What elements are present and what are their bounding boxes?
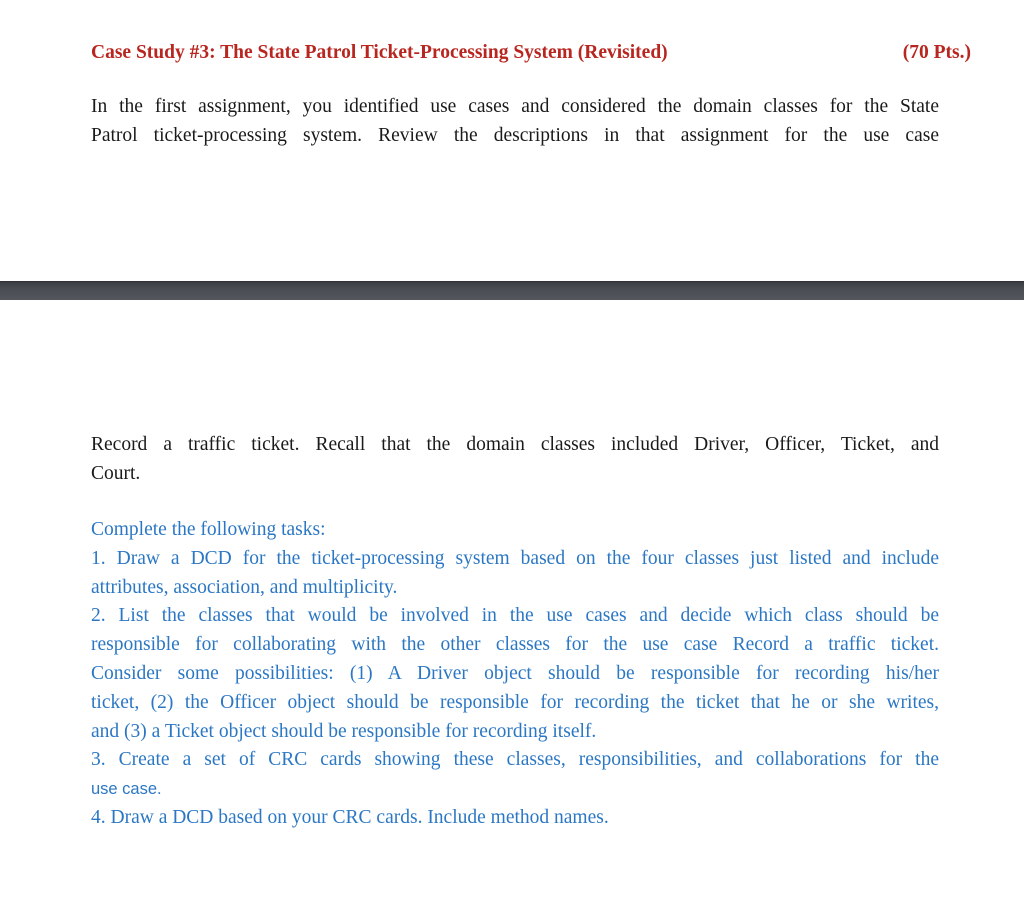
- task-line: responsible for collaborating with the other classes for the use case Record a traffic ticket.: [91, 634, 939, 656]
- intro-line: In the first assignment, you identified use cases and considered the domain classes for the State: [91, 96, 939, 117]
- task-line: Consider some possibilities: (1) A Driver object should be responsible for recording his/her: [91, 662, 939, 684]
- tasks-heading: Complete the following tasks:: [91, 519, 326, 540]
- case-study-header: [91, 42, 971, 64]
- task-list: [91, 516, 939, 833]
- task-line: 2. List the classes that would be involved in the use cases and decide which class should be: [91, 605, 939, 627]
- intro-line: Patrol ticket-processing system. Review the descriptions in that assignment for the use case: [91, 125, 939, 146]
- continued-line: Court.: [91, 463, 141, 484]
- task-line: 4. Draw a DCD based on your CRC cards. Include method names.: [91, 806, 609, 828]
- task-line: 1. Draw a DCD for the ticket-processing system based on the four classes just listed and include: [91, 547, 939, 569]
- page-divider: [0, 281, 1024, 301]
- task-line: ticket, (2) the Officer object should be responsible for recording the ticket that he or she writes,: [91, 691, 939, 713]
- continued-line: Record a traffic ticket. Recall that the domain classes included Driver, Officer, Ticket, and: [91, 434, 939, 455]
- task-line: and (3) a Ticket object should be responsible for recording itself.: [91, 720, 597, 742]
- case-study-title: Case Study #3: The State Patrol Ticket-Processing System (Revisited): [91, 42, 668, 63]
- intro-paragraph: [91, 92, 939, 150]
- task-line: attributes, association, and multiplicity.: [91, 576, 398, 598]
- continued-paragraph: [91, 430, 939, 488]
- points-label: (70 Pts.): [902, 42, 971, 63]
- task-line: 3. Create a set of CRC cards showing these classes, responsibilities, and collaborations for the: [91, 749, 939, 771]
- task-line: use case.: [91, 780, 162, 799]
